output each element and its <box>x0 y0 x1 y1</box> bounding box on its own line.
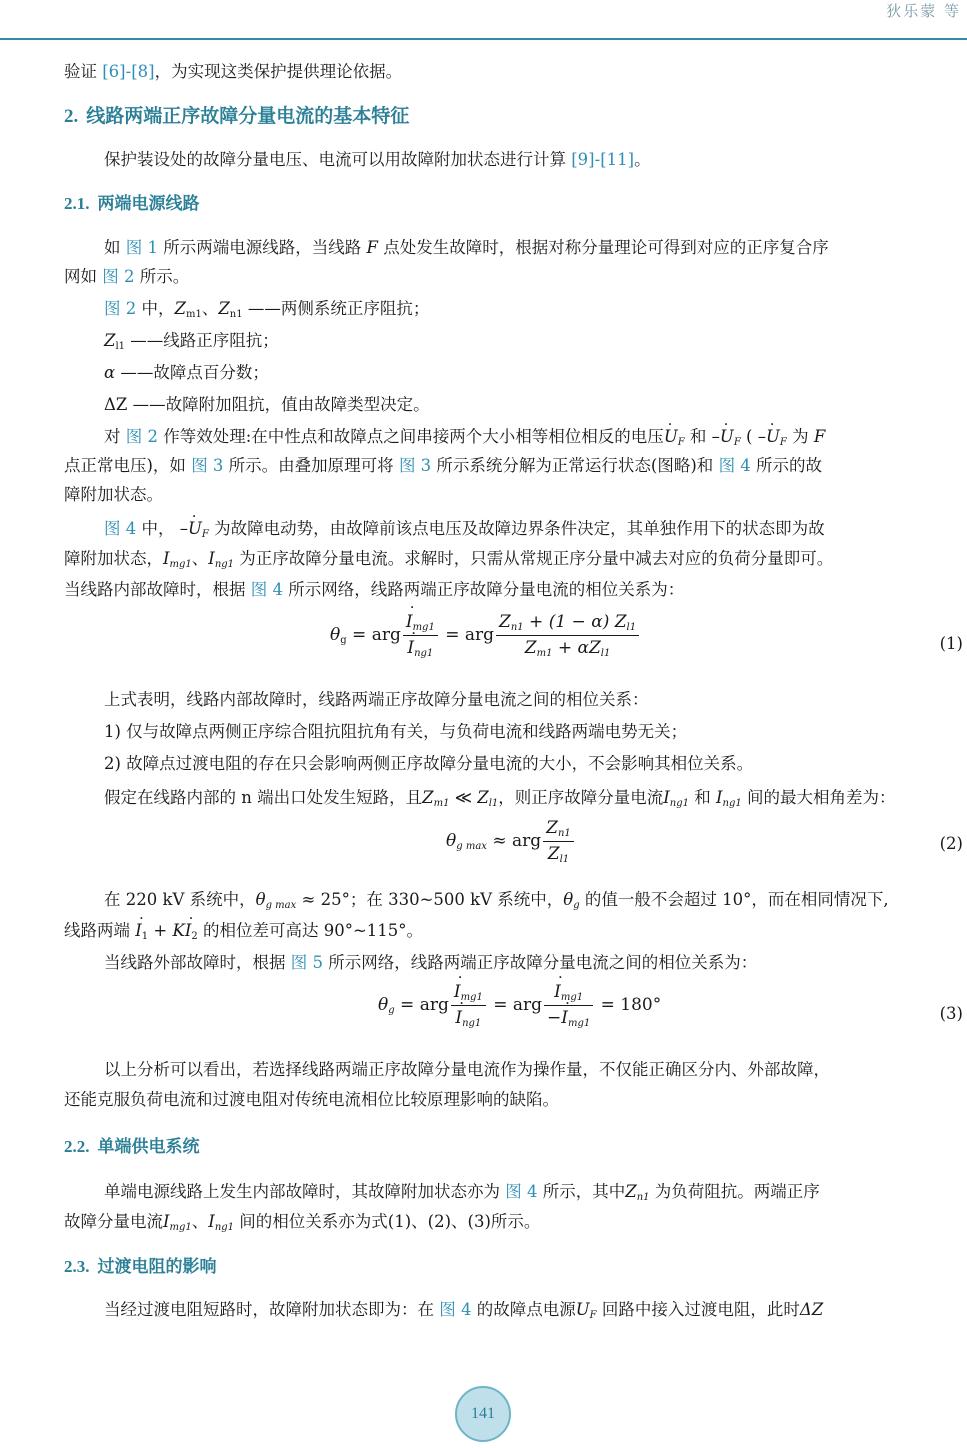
paragraph-continued: 网如 图 2 所示。 <box>64 267 190 286</box>
figure-link[interactable]: 图 4 <box>505 1182 538 1201</box>
intro-line: 验证 [6]-[8]，为实现这类保护提供理论依据。 <box>64 62 403 81</box>
list-item: 1) 仅与故障点两侧正序综合阻抗阻抗角有关，与负荷电流和线路两端电势无关； <box>104 722 688 741</box>
section-2-2-heading: 2.2. 单端供电系统 <box>64 1137 200 1157</box>
figure-link[interactable]: 图 4 <box>250 580 283 599</box>
figure-link[interactable]: 图 3 <box>398 456 432 475</box>
header-authors: 狄乐蒙 等 <box>886 2 961 20</box>
section-2-heading: 2. 线路两端正序故障分量电流的基本特征 <box>64 105 410 127</box>
figure-link[interactable]: 图 4 <box>718 456 751 475</box>
paragraph: 当线路外部故障时，根据 图 5 所示网络，线路两端正序故障分量电流之间的相位关系为： <box>104 953 758 972</box>
paragraph: 当经过渡电阻短路时，故障附加状态即为：在 图 4 的故障点电源$U_F$ 回路中接入过渡电阻，此时ΔZ <box>104 1300 824 1321</box>
equation-1: $\theta_g$ = arg $\frac{I ˙_{mg1}}{I ˙_{ng1}}$ = arg $\frac{Z_{n1} + (1 - \alpha) Z_{l1}}{Z_{m1} + \alpha Z_{l1}}$ <box>330 612 641 659</box>
figure-link[interactable]: 图 2 <box>104 299 137 318</box>
paragraph: 在 220 kV 系统中，$\theta_{g max} \approx 25^\circ$；在 330~500 kV 系统中，$\theta_g$ 的值一般不会超过 10°，而在相同情况下, <box>104 890 889 911</box>
definition-line: $Z_{l1}$ ——线路正序阻抗； <box>104 331 279 352</box>
paragraph-continued: 当线路内部故障时，根据 图 4 所示网络，线路两端正序故障分量电流的相位关系为： <box>64 580 685 599</box>
list-item: 2) 故障点过渡电阻的存在只会影响两侧正序故障分量电流的大小，不会影响其相位关系。 <box>104 754 754 773</box>
definition-line: ΔZ ——故障附加阻抗，值由故障类型决定。 <box>104 395 430 414</box>
paragraph: 上式表明，线路内部故障时，线路两端正序故障分量电流之间的相位关系： <box>104 690 649 709</box>
figure-link[interactable]: 图 3 <box>191 456 224 475</box>
section-2-paragraph: 保护装设处的故障分量电压、电流可以用故障附加状态进行计算 [9]-[11]。 <box>104 150 651 169</box>
equation-number: (2) <box>939 834 963 853</box>
paragraph: 单端电源线路上发生内部故障时，其故障附加状态亦为 图 4 所示，其中$Z_{n1}$ 为负荷阻抗。两端正序 <box>104 1182 820 1203</box>
figure-link[interactable]: 图 4 <box>439 1300 472 1319</box>
paragraph-continued: 障附加状态，$I_{mg1}$、$I_{ng1}$ 为正序故障分量电流。求解时，只需从常规正序分量中减去对应的负荷分量即可。 <box>64 549 834 570</box>
paragraph: 图 4 中， –U $˙_F$ 为故障电动势，由故障前该点电压及故障边界条件决定，其单独作用下的状态即为故 <box>104 517 825 547</box>
figure-link[interactable]: 图 4 <box>104 519 137 538</box>
equation-number: (1) <box>939 634 963 653</box>
paragraph: 假定在线路内部的 n 端出口处发生短路，且$Z_{m1}$ ≪ $Z_{l1}$，则正序故障分量电流$I_{ng1}$ 和 $I_{ng1}$ 间的最大相角差为： <box>104 788 896 809</box>
header-rule <box>0 38 967 40</box>
paragraph: 如 图 1 所示两端电源线路，当线路 F 点处发生故障时，根据对称分量理论可得到对应的正序复合序 <box>104 238 829 257</box>
paragraph-continued: 故障分量电流$I_{mg1}$、$I_{ng1}$ 间的相位关系亦为式(1)、(2)、(3)所示。 <box>64 1212 541 1233</box>
section-2-1-heading: 2.1. 两端电源线路 <box>64 194 200 214</box>
paragraph: 以上分析可以看出，若选择线路两端正序故障分量电流作为操作量，不仅能正确区分内、外部故障， <box>104 1060 830 1079</box>
paragraph-continued: 障附加状态。 <box>64 485 163 504</box>
page-number-badge: 141 <box>455 1386 511 1442</box>
figure-link[interactable]: 图 2 <box>102 267 135 286</box>
citation-link[interactable]: [9]-[11] <box>571 150 635 169</box>
definition-line: 图 2 中，$Z_{m1}$、$Z_{n1}$ ——两侧系统正序阻抗； <box>104 299 430 320</box>
equation-3: $\theta_g$ = arg $\frac{I ˙_{mg1}}{I ˙_{ng1}}$ = arg $\frac{I ˙_{mg1}}{-I ˙_{mg1}}$ = 180° <box>378 982 661 1029</box>
definition-line: α ——故障点百分数； <box>104 363 269 382</box>
paragraph-continued: 线路两端 I $˙_1$ + KI $˙_2$ 的相位差可高达 90°~115°。 <box>64 919 423 949</box>
figure-link[interactable]: 图 1 <box>125 238 158 257</box>
paragraph-continued: 还能克服负荷电流和过渡电阻对传统电流相位比较原理影响的缺陷。 <box>64 1090 559 1109</box>
paragraph-continued: 点正常电压)，如 图 3 所示。由叠加原理可将 图 3 所示系统分解为正常运行状态(图略)和 图 4 所示的故 <box>64 456 823 475</box>
equation-2: $\theta_{g max}$ ≈ arg $\frac{Z_{n1}}{Z_{l1}}$ <box>446 818 576 865</box>
citation-link[interactable]: [6]-[8] <box>102 62 155 81</box>
equation-number: (3) <box>939 1004 963 1023</box>
figure-link[interactable]: 图 2 <box>125 427 158 446</box>
paragraph: 对 图 2 作等效处理:在中性点和故障点之间串接两个大小相等相位相反的电压U $˙_F$ 和 –U $˙_F$ ( –U $˙_F$ 为 F <box>104 425 825 455</box>
section-2-3-heading: 2.3. 过渡电阻的影响 <box>64 1257 217 1277</box>
figure-link[interactable]: 图 5 <box>290 953 323 972</box>
